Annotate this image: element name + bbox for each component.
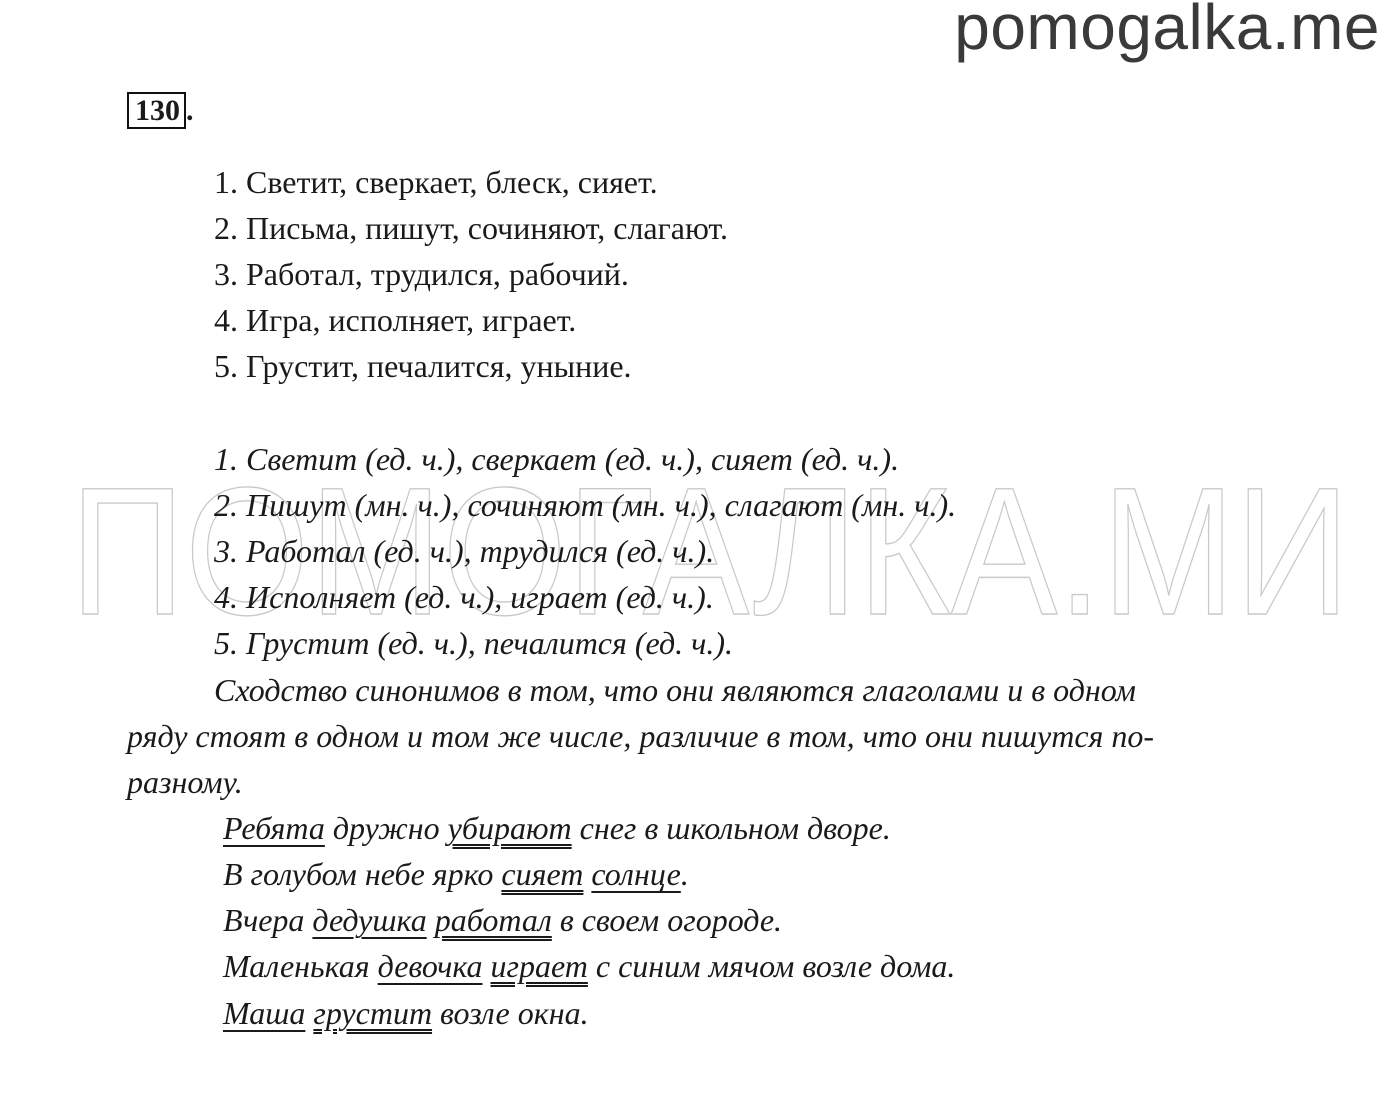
conclusion-line-1: Сходство синонимов в том, что они являются глаголами и в одном	[214, 672, 1136, 708]
number-analysis-2: 2. Пишут (мн. ч.), сочиняют (мн. ч.), слагают (мн. ч.).	[214, 487, 957, 523]
conclusion-line-2: ряду стоят в одном и том же числе, различие в том, что они пишутся по-	[127, 718, 1155, 754]
number-analysis-4: 4. Исполняет (ед. ч.), играет (ед. ч.).	[214, 579, 714, 615]
number-analysis-3: 3. Работал (ед. ч.), трудился (ед. ч.).	[214, 533, 715, 569]
sentence-text: снег в школьном дворе.	[571, 810, 891, 846]
number-analysis-5: 5. Грустит (ед. ч.), печалится (ед. ч.).	[214, 625, 734, 661]
synonym-group-3: 3. Работал, трудился, рабочий.	[214, 256, 629, 292]
exercise-number: 130 .	[127, 94, 194, 128]
predicate: играет	[490, 948, 588, 984]
sentence-text: возле окна.	[432, 995, 589, 1031]
example-sentence-1	[223, 808, 891, 848]
number-analysis-1: 1. Светит (ед. ч.), сверкает (ед. ч.), сияет (ед. ч.).	[214, 441, 900, 477]
site-brand: pomogalka.me	[954, 0, 1380, 63]
subject: дедушка	[312, 902, 427, 938]
sentence-text	[483, 948, 491, 984]
example-sentence-5	[223, 993, 589, 1033]
predicate: убирают	[447, 810, 572, 846]
example-sentence-4	[223, 946, 955, 986]
subject: Маша	[223, 995, 306, 1031]
sentence-text: дружно	[324, 810, 448, 846]
predicate: сияет	[501, 856, 584, 892]
sentence-text: Маленькая	[223, 948, 378, 984]
subject: девочка	[377, 948, 483, 984]
sentence-text: в своем огороде.	[551, 902, 783, 938]
predicate: работал	[434, 902, 552, 938]
example-sentence-2	[223, 854, 689, 894]
synonym-group-4: 4. Игра, исполняет, играет.	[214, 302, 577, 338]
conclusion-line-3: разному.	[127, 764, 243, 800]
synonym-group-5: 5. Грустит, печалится, уныние.	[214, 348, 632, 384]
sentence-text: В голубом небе ярко	[223, 856, 502, 892]
synonym-group-1: 1. Светит, сверкает, блеск, сияет.	[214, 164, 658, 200]
synonym-group-2: 2. Письма, пишут, сочиняют, слагают.	[214, 210, 728, 246]
sentence-text	[427, 902, 435, 938]
exercise-number-box: 130	[127, 92, 186, 129]
sentence-text: с синим мячом возле дома.	[587, 948, 956, 984]
example-sentence-3	[223, 900, 782, 940]
sentence-text: Вчера	[223, 902, 313, 938]
subject: Ребята	[223, 810, 325, 846]
sentence-text: .	[680, 856, 689, 892]
watermark-text: ПОМОГАЛКА.МИ	[70, 462, 1350, 632]
predicate: грустит	[313, 995, 433, 1031]
subject: солнце	[591, 856, 681, 892]
